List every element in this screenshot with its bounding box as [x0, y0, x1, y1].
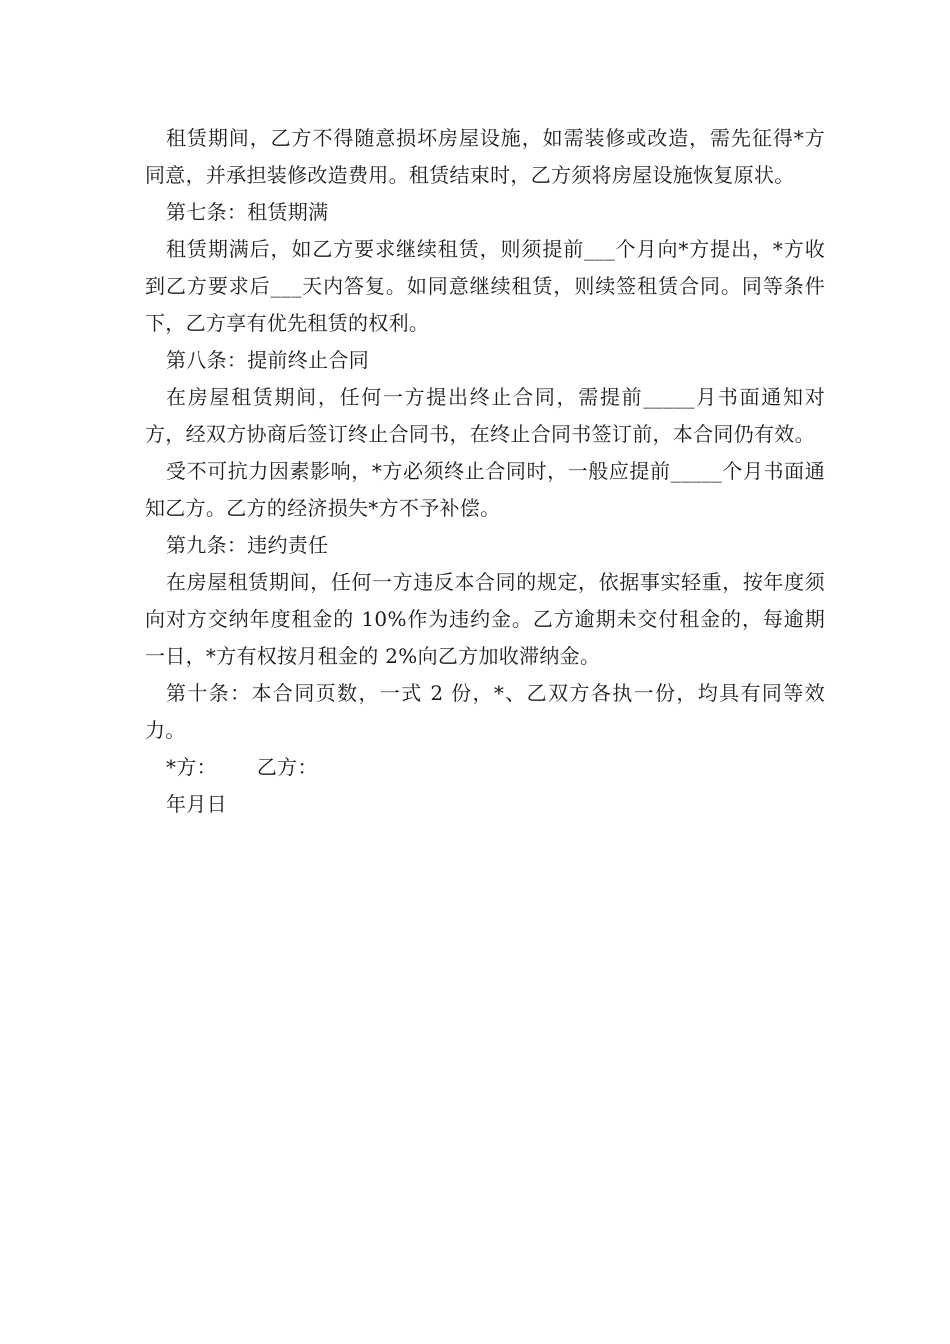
article-9-heading: 第九条：违约责任: [166, 533, 329, 557]
signature-parties-line: *方： 乙方：: [166, 755, 318, 779]
clause-early-termination-paragraph: 在房屋租赁期间，任何一方提出终止合同，需提前_____月书面通知对方，经双方协商后签订终止合同书，在终止合同书签订前，本合同仍有效。: [145, 385, 825, 446]
article-8-heading: 第八条：提前终止合同: [166, 348, 369, 372]
clause-renovation-paragraph: 租赁期间，乙方不得随意损坏房屋设施，如需装修或改造，需先征得*方同意，并承担装修改造费用。租赁结束时，乙方须将房屋设施恢复原状。: [145, 126, 825, 187]
signature-date-line: 年月日: [166, 792, 227, 816]
clause-lease-expiry-paragraph: 租赁期满后，如乙方要求继续租赁，则须提前___个月向*方提出，*方收到乙方要求后___天内答复。如同意继续租赁，则续签租赁合同。同等条件下，乙方享有优先租赁的权利。: [145, 237, 825, 335]
article-7-heading: 第七条：租赁期满: [166, 200, 329, 224]
article-10-paragraph: 第十条：本合同页数，一式 2 份，*、乙双方各执一份，均具有同等效力。: [145, 681, 825, 742]
document-page: [145, 120, 825, 823]
clause-breach-paragraph: 在房屋租赁期间，任何一方违反本合同的规定，依据事实轻重，按年度须向对方交纳年度租金的 10%作为违约金。乙方逾期未交付租金的，每逾期一日，*方有权按月租金的 2%向乙方加收滞纳金。: [145, 570, 825, 668]
clause-force-majeure-paragraph: 受不可抗力因素影响，*方必须终止合同时，一般应提前_____个月书面通知乙方。乙方的经济损失*方不予补偿。: [145, 459, 825, 520]
